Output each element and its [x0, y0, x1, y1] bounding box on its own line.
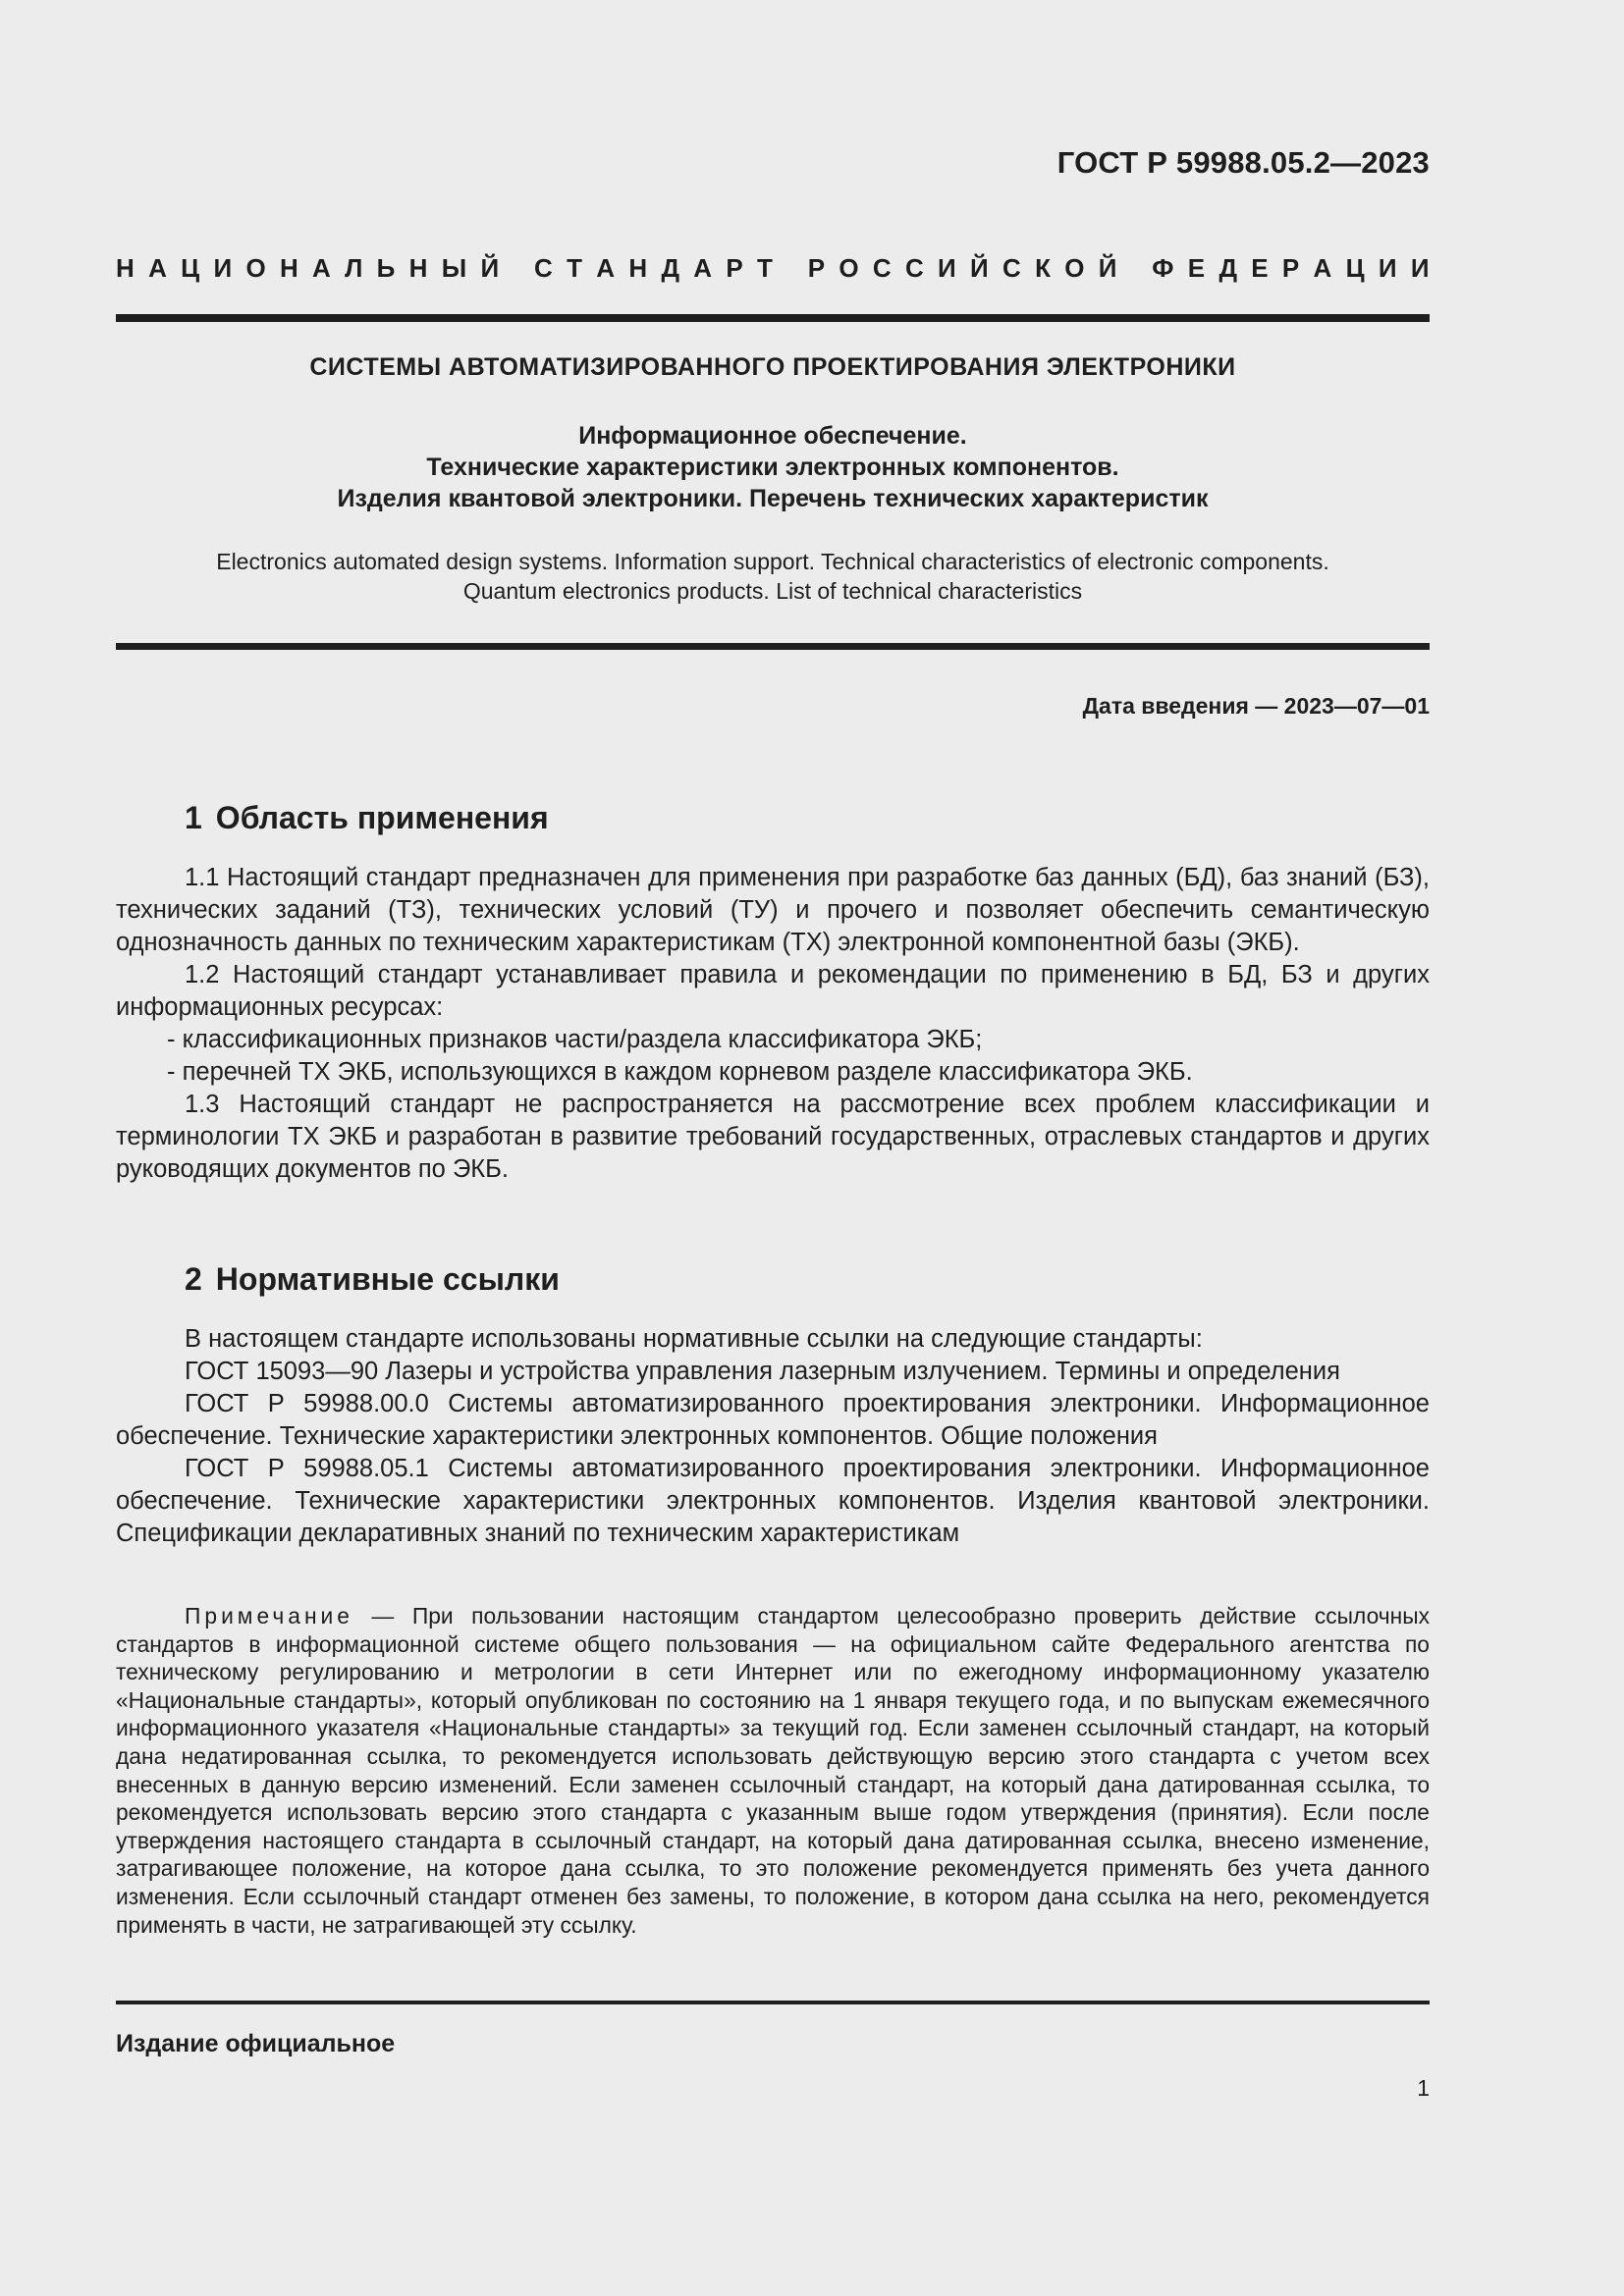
section-title: Область применения [215, 800, 549, 835]
reference-item: ГОСТ Р 59988.00.0 Системы автоматизированного проектирования электроники. Информационное обеспечение. Технические характеристики электронных компонентов. Общие положения [116, 1390, 1430, 1450]
section-body [116, 1323, 1430, 1550]
heading-letter: Й [970, 253, 989, 283]
heading-letter: Е [1251, 253, 1269, 283]
heading-letter: Л [345, 253, 363, 283]
paragraph: В настоящем стандарте использованы нормативные ссылки на следующие стандарты: [185, 1325, 1203, 1353]
heading-letter: А [312, 253, 331, 283]
section-heading [185, 800, 549, 836]
heading-space [1131, 253, 1138, 284]
document-subtitle [116, 420, 1430, 514]
heading-letter: Т [756, 253, 773, 283]
heading-letter: Ь [376, 253, 396, 283]
heading-letter: Ы [441, 253, 467, 283]
paragraph: 1.1 Настоящий стандарт предназначен для применения при разработке баз данных (БД), баз знаний (БЗ), технических заданий (ТЗ), технических условий (ТУ) и прочего и позволяет обеспечить семантическую однозначность данных по техническим характеристикам (ТХ) электронной компонентной базы (ЭКБ). [116, 864, 1430, 956]
note-block [116, 1602, 1430, 1939]
heading-letter: Н [279, 253, 298, 283]
page-number: 1 [1417, 2075, 1430, 2101]
paragraph: 1.2 Настоящий стандарт устанавливает правила и рекомендации по применению в БД, БЗ и других информационных ресурсах: [116, 961, 1430, 1021]
heading-letter: И [1378, 253, 1397, 283]
heading-letter: Ц [181, 253, 200, 283]
national-standard-heading [116, 253, 1430, 284]
heading-letter: Н [408, 253, 428, 283]
section-body [116, 862, 1430, 1186]
reference-item: ГОСТ Р 59988.05.1 Системы автоматизированного проектирования электроники. Информационное обеспечение. Технические характеристики электронных компонентов. Изделия квантовой электроники. Спецификации декларативных знаний по техническим характеристикам [116, 1455, 1430, 1547]
subtitle-line: Технические характеристики электронных компонентов. [426, 454, 1119, 481]
heading-letter: Ф [1152, 253, 1174, 283]
heading-letter: Т [567, 253, 582, 283]
english-title-line: Quantum electronics products. List of technical characteristics [462, 578, 1083, 604]
heading-letter: Р [807, 253, 826, 283]
heading-space [786, 253, 793, 284]
heading-letter: Й [1098, 253, 1117, 283]
heading-letter: Н [116, 253, 135, 283]
heading-letter: О [839, 253, 859, 283]
introduction-date: Дата введения — 2023—07—01 [1082, 693, 1430, 719]
heading-letter: Й [480, 253, 500, 283]
heading-letter: И [938, 253, 956, 283]
official-edition-label: Издание официальное [116, 2030, 396, 2057]
heading-letter: Н [628, 253, 648, 283]
heading-letter: И [213, 253, 233, 283]
heading-letter: Ц [1345, 253, 1365, 283]
heading-letter: С [534, 253, 553, 283]
heading-letter: А [693, 253, 713, 283]
note-paragraph [116, 1602, 1430, 1939]
paragraph: 1.3 Настоящий стандарт не распространяется на рассмотрение всех проблем классификации и терминологии ТХ ЭКБ и разработан в развитие требований государственных, отраслевых стандартов и других руководящих документов по ЭКБ. [116, 1091, 1430, 1183]
english-title [116, 547, 1430, 606]
heading-letter: А [596, 253, 616, 283]
heading-letter: Д [1218, 253, 1237, 283]
heading-letter: К [1035, 253, 1051, 283]
heading-letter: А [148, 253, 167, 283]
heading-letter: Д [661, 253, 679, 283]
heading-letter: С [904, 253, 924, 283]
subtitle-line: Изделия квантовой электроники. Перечень технических характеристик [337, 485, 1209, 512]
heading-letter: А [1313, 253, 1332, 283]
heading-letter: И [1410, 253, 1430, 283]
heading-letter: Е [1187, 253, 1206, 283]
list-item: - перечней ТХ ЭКБ, использующихся в каждом корневом разделе классификатора ЭКБ. [167, 1058, 1193, 1086]
section-number: 2 [185, 1261, 202, 1297]
heading-letter: О [245, 253, 266, 283]
note-label: Примечание [185, 1603, 353, 1629]
heading-letter: Р [1281, 253, 1300, 283]
section-title: Нормативные ссылки [215, 1261, 560, 1297]
heading-letter: О [1064, 253, 1085, 283]
section-heading [185, 1261, 560, 1298]
section-number: 1 [185, 800, 202, 835]
list-item: - классификационных признаков части/раздела классификатора ЭКБ; [167, 1026, 983, 1053]
heading-letter: С [872, 253, 892, 283]
header-rule [116, 314, 1430, 322]
english-title-line: Electronics automated design systems. Information support. Technical characteristics of electronic components. [216, 549, 1329, 574]
document-title: СИСТЕМЫ АВТОМАТИЗИРОВАННОГО ПРОЕКТИРОВАНИЯ ЭЛЕКТРОНИКИ [309, 353, 1236, 381]
subtitle-line: Информационное обеспечение. [578, 422, 967, 450]
heading-space [513, 253, 519, 284]
heading-letter: Р [726, 253, 743, 283]
footer-rule [116, 2001, 1430, 2004]
note-text: — При пользовании настоящим стандартом целесообразно проверить действие ссылочных стандартов в информационной системе общего пользования — на официальном сайте Федерального агентства по техническому регулированию и метрологии в сети Интернет или по ежегодному информационному указателю «Национальные стандарты», который опубликован по состоянию на 1 января текущего года, и по выпускам ежемесячного информационного указателя «Национальные стандарты» за текущий год. Если заменен ссылочный стандарт, на который дана недатированная ссылка, то рекомендуется использовать действующую версию этого стандарта с учетом всех внесенных в данную версию изменений. Если заменен ссылочный стандарт, на который дана датированная ссылка, то рекомендуется использовать версию этого стандарта с указанным выше годом утверждения (принятия). Если после утверждения настоящего стандарта в ссылочный стандарт, на который дана датированная ссылка, внесено изменение, затрагивающее положение, на которое дана ссылка, то это положение рекомендуется применять без учета данного изменения. Если ссылочный стандарт отменен без замены, то положение, в котором дана ссылка на него, рекомендуется применять в части, не затрагивающей эту ссылку. [116, 1603, 1430, 1938]
reference-item: ГОСТ 15093—90 Лазеры и устройства управления лазерным излучением. Термины и определения [185, 1358, 1340, 1385]
document-code: ГОСТ Р 59988.05.2—2023 [1056, 145, 1430, 180]
title-rule [116, 643, 1430, 650]
heading-letter: С [1002, 253, 1021, 283]
